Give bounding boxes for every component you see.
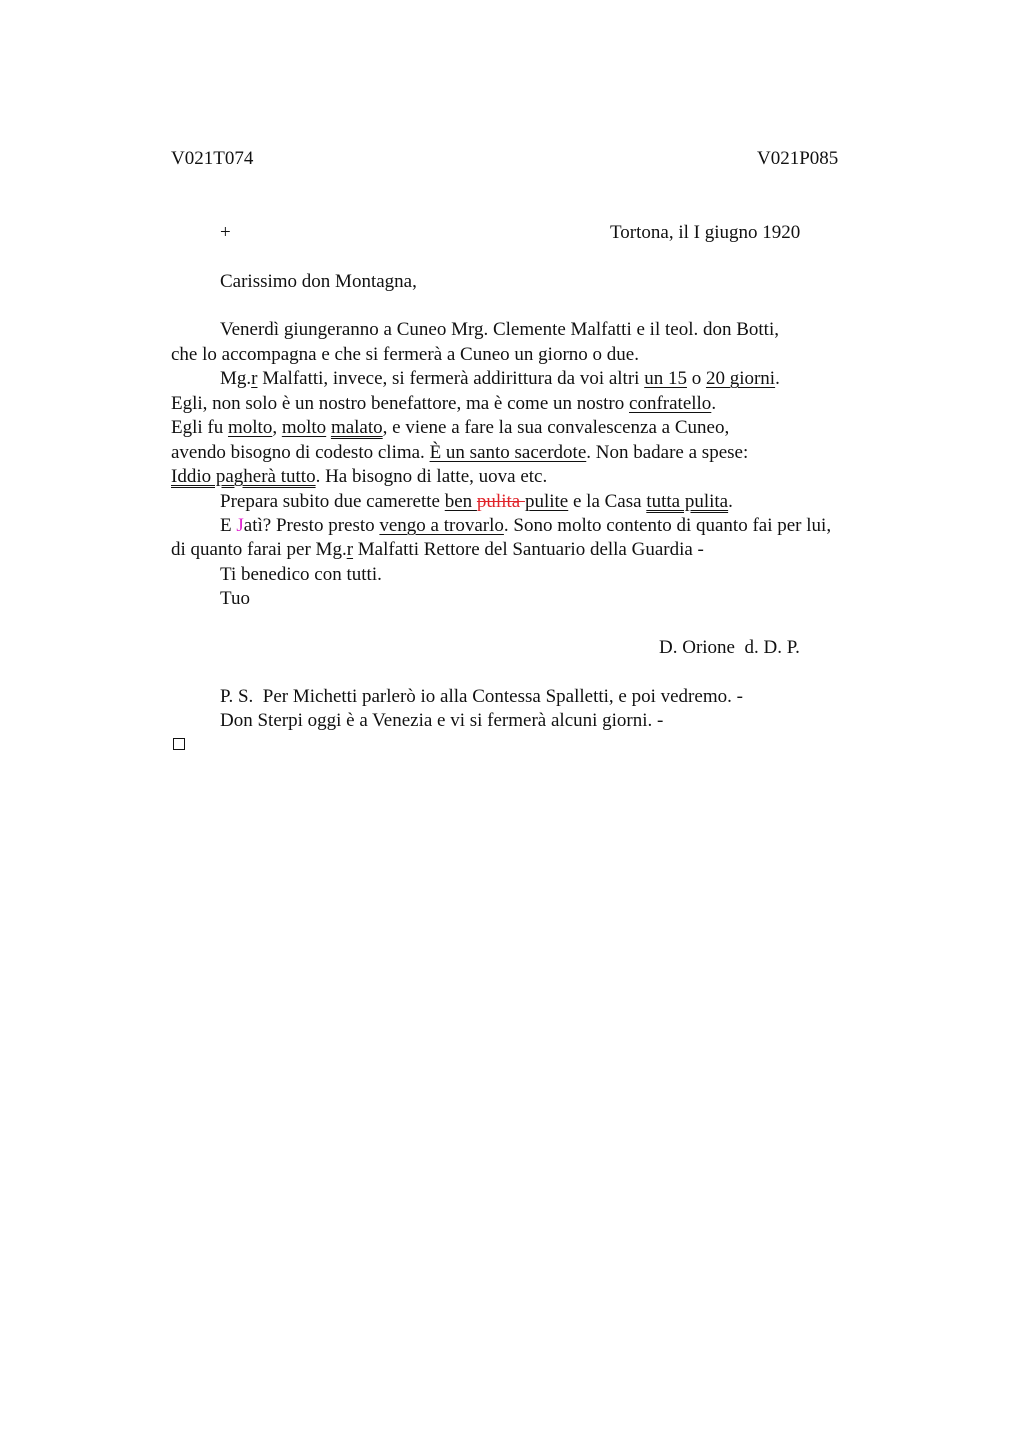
text-run: e la Casa — [568, 491, 647, 512]
underlined-text: ben — [444, 491, 477, 512]
end-of-document-box-icon — [173, 738, 185, 750]
text-run: Malfatti Rettore del Santuario della Guardia - — [353, 539, 704, 560]
text-run: , e viene a fare la sua convalescenza a Cuneo, — [382, 417, 730, 438]
paragraph-1-line-1: Venerdì giungeranno a Cuneo Mrg. Clemente Malfatti e il teol. don Botti, — [220, 319, 779, 340]
paragraph-2-line-5 — [171, 467, 547, 486]
paragraph-2-line-4 — [171, 443, 748, 462]
underlined-text: È un santo sacerdote — [429, 442, 587, 463]
text-run: . Sono molto contento di quanto fai per lui, — [503, 515, 832, 536]
text-run: E — [220, 515, 237, 536]
underlined-text: un 15 — [644, 368, 687, 389]
underlined-text: molto — [281, 417, 327, 438]
paragraph-2-line-3 — [171, 418, 729, 437]
text-run: Egli fu — [171, 417, 228, 438]
text-run: di quanto farai per Mg. — [171, 539, 347, 560]
closing: Tuo — [220, 588, 250, 609]
text-run: . — [775, 368, 780, 389]
struck-text: pulita — [476, 491, 525, 512]
text-run: Malfatti, invece, si fermerà addirittura da voi altri — [257, 368, 645, 389]
blessing: Ti benedico con tutti. — [220, 564, 382, 585]
text-run: avendo bisogno di codesto clima. — [171, 442, 430, 463]
double-underlined-text: tutta pulita — [646, 491, 729, 512]
paragraph-2-line-1 — [220, 369, 780, 388]
text-run: . — [711, 393, 717, 414]
underlined-text: 20 giorni — [705, 368, 776, 389]
text-run: , — [272, 417, 282, 438]
cross-symbol: + — [220, 222, 231, 243]
paragraph-4-line-2 — [171, 540, 704, 559]
underlined-text: pulite — [524, 491, 569, 512]
text-run: Prepara subito due camerette — [220, 491, 445, 512]
document-code-right: V021P085 — [757, 148, 839, 169]
text-run: o — [686, 368, 706, 389]
signature: D. Orione d. D. P. — [659, 637, 800, 658]
underlined-text: confratello — [629, 393, 712, 414]
paragraph-1-line-2: che lo accompagna e che si fermerà a Cuneo un giorno o due. — [171, 344, 639, 365]
paragraph-2-line-2 — [171, 394, 716, 413]
text-run: . Ha bisogno di latte, uova etc. — [315, 466, 548, 487]
place-date: Tortona, il I giugno 1920 — [610, 222, 801, 243]
text-run: . Non badare a spese: — [586, 442, 749, 463]
postscript-line-2: Don Sterpi oggi è a Venezia e vi si fermerà alcuni giorni. - — [220, 710, 664, 731]
double-underlined-text: malato — [330, 417, 383, 438]
underlined-text: vengo a trovarlo — [379, 515, 504, 536]
text-run: . — [728, 491, 733, 512]
text-run: atì? Presto presto — [243, 515, 380, 536]
salutation: Carissimo don Montagna, — [220, 271, 417, 292]
highlighted-letter: J — [236, 515, 244, 536]
text-run: Mg. — [220, 368, 252, 389]
text-run: Egli, non solo è un nostro benefattore, ma è come un nostro — [171, 393, 630, 414]
document-code-left: V021T074 — [171, 148, 254, 169]
double-underlined-text: Iddio pagherà tutto — [171, 466, 316, 487]
postscript-line-1: P. S. Per Michetti parlerò io alla Contessa Spalletti, e poi vedremo. - — [220, 686, 743, 707]
underlined-text: r — [251, 368, 258, 389]
underlined-text: r — [346, 539, 354, 560]
paragraph-3 — [220, 492, 733, 511]
paragraph-4-line-1 — [220, 516, 831, 535]
underlined-text: molto — [228, 417, 273, 438]
